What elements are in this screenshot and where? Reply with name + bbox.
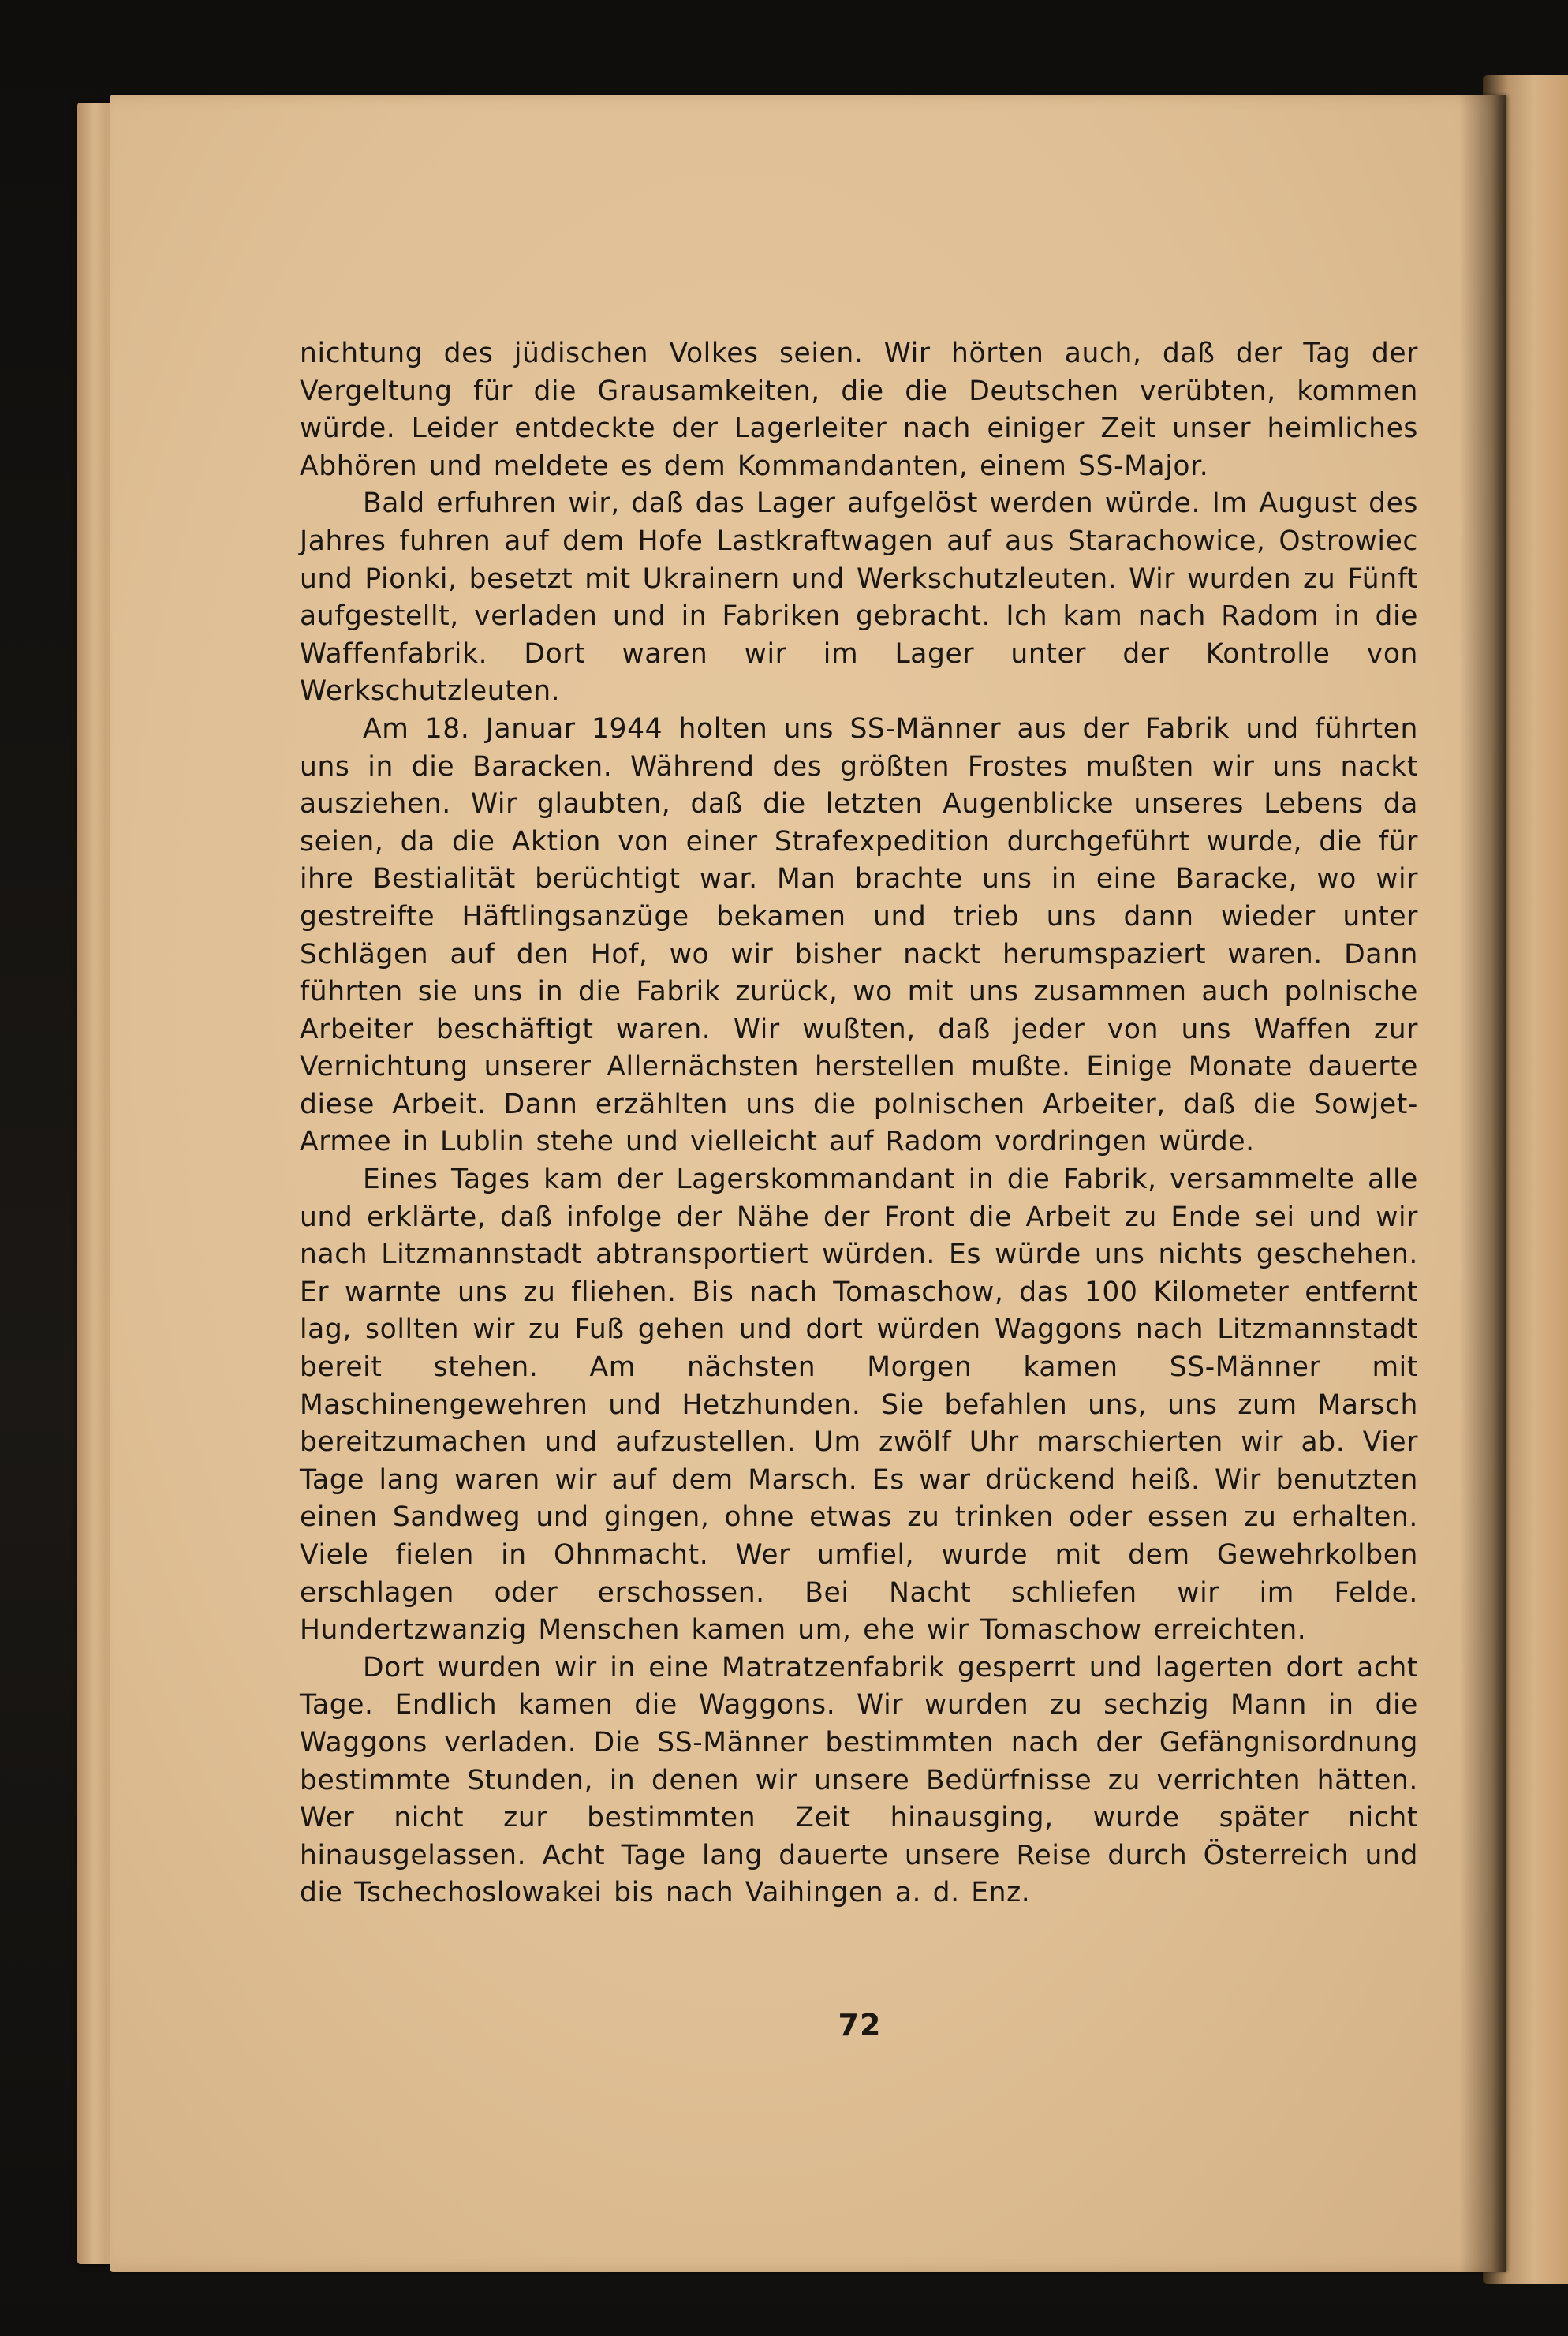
paragraph-4: Eines Tages kam der Lagerskommandant in die Fabrik, versammelte alle und erklärte, daß infolge der Nähe der Front die Arbeit zu Ende sei und wir nach Litzmannstadt abtransportiert würden. Es würde uns nichts geschehen. Er warnte uns zu fliehen. Bis nach Tomaschow, das 100 Kilometer entfernt lag, sollten wir zu Fuß gehen und dort würden Waggons nach Litzmannstadt bereit stehen. Am nächsten Morgen kamen SS-Männer mit Maschinengewehren und Hetzhunden. Sie befahlen uns, uns zum Marsch bereitzumachen und aufzustellen. Um zwölf Uhr marschierten wir ab. Vier Tage lang waren wir auf dem Marsch. Es war drückend heiß. Wir benutzten einen Sandweg und gingen, ohne etwas zu trinken oder essen zu erhalten. Viele fielen in Ohnmacht. Wer umfiel, wurde mit dem Gewehrkolben erschlagen oder erschossen. Bei Nacht schliefen wir im Felde. Hundertzwanzig Menschen kamen um, ehe wir Tomaschow erreichten. — [300, 1164, 1418, 1646]
paragraph-3: Am 18. Januar 1944 holten uns SS-Männer aus der Fabrik und führten uns in die Baracken. Während des größten Frostes mußten wir uns nackt ausziehen. Wir glaubten, daß die letzten Augenblicke unseres Lebens da seien, da die Aktion von einer Strafexpedition durchgeführt wurde, die für ihre Bestialität berüchtigt war. Man brachte uns in eine Baracke, wo wir gestreifte Häftlingsanzüge bekamen und trieb uns dann wieder unter Schlägen auf den Hof, wo wir bisher nackt herumspaziert waren. Dann führten sie uns in die Fabrik zurück, wo mit uns zusammen auch polnische Arbeiter beschäftigt waren. Wir wußten, daß jeder von uns Waffen zur Vernichtung unserer Allernächsten herstellen mußte. Einige Monate dauerte diese Arbeit. Dann erzählten uns die polnischen Arbeiter, daß die Sowjet-Armee in Lublin stehe und vielleicht auf Radom vordringen würde. — [300, 712, 1418, 1158]
paragraph-1: nichtung des jüdischen Volkes seien. Wir hörten auch, daß der Tag der Vergeltung für die Grausamkeiten, die die Deutschen verübten, kommen würde. Leider entdeckte der Lagerleiter nach einiger Zeit unser heimliches Abhören und meldete es dem Kommandanten, einem SS-Major. — [300, 338, 1418, 482]
paragraph-2: Bald erfuhren wir, daß das Lager aufgelöst werden würde. Im August des Jahres fuhren auf dem Hofe Lastkraftwagen auf aus Starachowice, Ostrowiec und Pionki, besetzt mit Ukrainern und Werkschutzleuten. Wir wurden zu Fünft aufgestellt, verladen und in Fabriken gebracht. Ich kam nach Radom in die Waffenfabrik. Dort waren wir im Lager unter der Kontrolle von Werkschutzleuten. — [300, 488, 1418, 708]
paragraph-5: Dort wurden wir in eine Matratzenfabrik gesperrt und lagerten dort acht Tage. Endlich kamen die Waggons. Wir wurden zu sechzig Mann in die Waggons verladen. Die SS-Männer bestimmten nach der Gefängnisordnung bestimmte Stunden, in denen wir unsere Bedürfnisse zu verrichten hätten. Wer nicht zur bestimmten Zeit hinausging, wurde später nicht hinausgelassen. Acht Tage lang dauerte unsere Reise durch Österreich und die Tschechoslowakei bis nach Vaihingen a. d. Enz. — [300, 1651, 1418, 1909]
gutter-shadow — [1459, 95, 1506, 2272]
body-text — [300, 335, 1418, 1912]
page-number: 72 — [838, 2008, 882, 2043]
